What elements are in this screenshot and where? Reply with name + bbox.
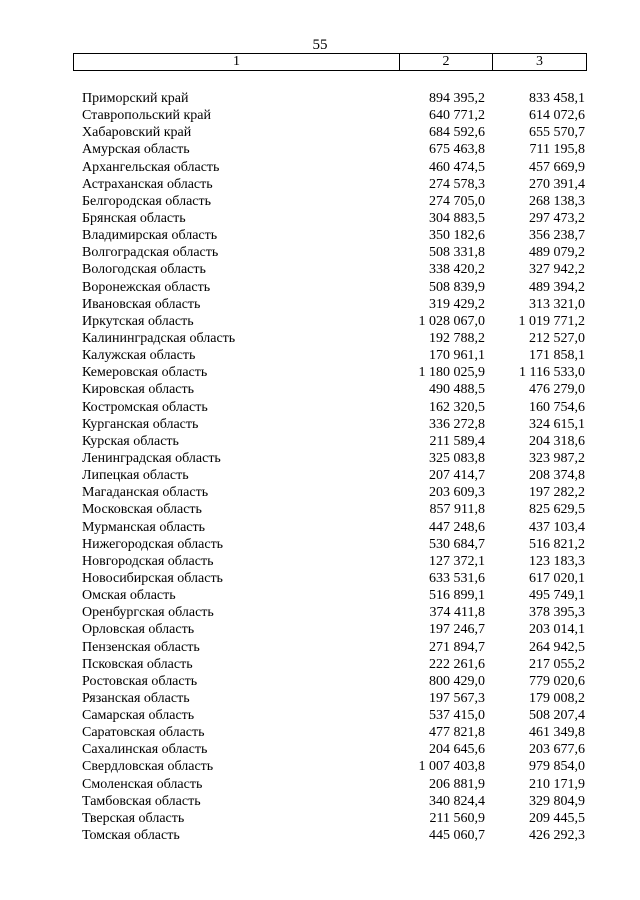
column-header-3: 3 (536, 54, 543, 69)
region-name: Омская область (82, 588, 176, 604)
value-column-2: 516 899,1 (429, 588, 485, 604)
region-name: Томская область (82, 828, 180, 844)
value-column-3: 655 570,7 (529, 125, 585, 141)
region-name: Волгоградская область (82, 245, 219, 261)
value-column-2: 508 839,9 (429, 279, 485, 295)
value-column-3: 323 987,2 (529, 450, 585, 466)
value-column-2: 274 705,0 (429, 193, 485, 209)
value-column-2: 207 414,7 (429, 468, 485, 484)
region-name: Кировская область (82, 382, 195, 398)
table-row (0, 176, 640, 193)
table-row (0, 724, 640, 741)
column-header-1: 1 (74, 54, 400, 70)
value-column-3: 1 116 533,0 (519, 365, 585, 381)
page-number: 55 (312, 37, 328, 53)
value-column-3: 461 349,8 (529, 725, 585, 741)
region-name: Астраханская область (82, 176, 213, 192)
value-column-2: 197 567,3 (429, 690, 485, 706)
value-column-3: 489 394,2 (529, 279, 585, 295)
value-column-2: 211 560,9 (429, 810, 485, 826)
value-column-2: 127 372,1 (429, 553, 485, 569)
value-column-3: 123 183,3 (529, 553, 585, 569)
table-body (0, 90, 640, 844)
table-row (0, 364, 640, 381)
value-column-2: 274 578,3 (429, 176, 485, 192)
value-column-3: 711 195,8 (529, 142, 585, 158)
value-column-3: 327 942,2 (529, 262, 585, 278)
value-column-2: 537 415,0 (429, 708, 485, 724)
value-column-2: 222 261,6 (429, 656, 485, 672)
value-column-2: 350 182,6 (429, 228, 485, 244)
value-column-3: 203 677,6 (529, 742, 585, 758)
region-name: Псковская область (82, 656, 193, 672)
table-row (0, 399, 640, 416)
value-column-2: 1 180 025,9 (418, 365, 485, 381)
region-name: Хабаровский край (82, 125, 192, 141)
region-name: Магаданская область (82, 485, 209, 501)
table-row (0, 639, 640, 656)
table-row (0, 210, 640, 227)
region-name: Ленинградская область (82, 450, 221, 466)
region-name: Вологодская область (82, 262, 206, 278)
value-column-3: 171 858,1 (529, 348, 585, 364)
value-column-2: 304 883,5 (429, 210, 485, 226)
region-name: Ставропольский край (82, 108, 211, 124)
value-column-3: 508 207,4 (529, 708, 585, 724)
value-column-3: 825 629,5 (529, 502, 585, 518)
value-column-2: 1 007 403,8 (418, 759, 485, 775)
table-row (0, 227, 640, 244)
value-column-3: 210 171,9 (529, 776, 585, 792)
value-column-2: 374 411,8 (429, 605, 485, 621)
value-column-3: 329 804,9 (529, 793, 585, 809)
table-row (0, 810, 640, 827)
value-column-3: 270 391,4 (529, 176, 585, 192)
table-row (0, 124, 640, 141)
value-column-3: 1 019 771,2 (518, 313, 585, 329)
table-row (0, 776, 640, 793)
region-name: Воронежская область (82, 279, 211, 295)
value-column-2: 204 645,6 (429, 742, 485, 758)
table-row (0, 793, 640, 810)
value-column-2: 197 246,7 (429, 622, 485, 638)
value-column-2: 319 429,2 (429, 296, 485, 312)
table-row (0, 261, 640, 278)
value-column-2: 684 592,6 (429, 125, 485, 141)
value-column-2: 271 894,7 (429, 639, 485, 655)
region-name: Курская область (82, 433, 179, 449)
table-row (0, 673, 640, 690)
region-name: Калужская область (82, 348, 196, 364)
value-column-2: 203 609,3 (429, 485, 485, 501)
region-name: Иркутская область (82, 313, 194, 329)
region-name: Сахалинская область (82, 742, 208, 758)
value-column-2: 445 060,7 (429, 828, 485, 844)
table-row (0, 90, 640, 107)
value-column-2: 640 771,2 (429, 108, 485, 124)
value-column-3: 437 103,4 (529, 519, 585, 535)
value-column-3: 356 238,7 (529, 228, 585, 244)
table-row (0, 690, 640, 707)
region-name: Свердловская область (82, 759, 214, 775)
value-column-2: 338 420,2 (429, 262, 485, 278)
table-row (0, 570, 640, 587)
table-row (0, 313, 640, 330)
value-column-3: 489 079,2 (529, 245, 585, 261)
region-name: Архангельская область (82, 159, 220, 175)
region-name: Нижегородская область (82, 536, 224, 552)
table-row (0, 519, 640, 536)
value-column-3: 779 020,6 (529, 673, 585, 689)
region-name: Рязанская область (82, 690, 190, 706)
value-column-2: 508 331,8 (429, 245, 485, 261)
value-column-3: 160 754,6 (529, 399, 585, 415)
value-column-3: 209 445,5 (529, 810, 585, 826)
value-column-3: 268 138,3 (529, 193, 585, 209)
value-column-3: 979 854,0 (529, 759, 585, 775)
table-row (0, 416, 640, 433)
value-column-2: 800 429,0 (429, 673, 485, 689)
table-row (0, 141, 640, 158)
value-column-3: 313 321,0 (529, 296, 585, 312)
table-row (0, 279, 640, 296)
table-row (0, 758, 640, 775)
value-column-2: 211 589,4 (429, 433, 485, 449)
value-column-3: 204 318,6 (529, 433, 585, 449)
table-row (0, 296, 640, 313)
value-column-3: 476 279,0 (529, 382, 585, 398)
region-name: Курганская область (82, 416, 199, 432)
value-column-3: 617 020,1 (529, 570, 585, 586)
table-row (0, 433, 640, 450)
region-name: Новгородская область (82, 553, 214, 569)
value-column-2: 162 320,5 (429, 399, 485, 415)
region-name: Пензенская область (82, 639, 200, 655)
value-column-2: 340 824,4 (429, 793, 485, 809)
value-column-3: 197 282,2 (529, 485, 585, 501)
table-row (0, 621, 640, 638)
region-name: Тамбовская область (82, 793, 201, 809)
table-row (0, 193, 640, 210)
value-column-2: 192 788,2 (429, 330, 485, 346)
region-name: Костромская область (82, 399, 208, 415)
value-column-3: 324 615,1 (529, 416, 585, 432)
table-row (0, 467, 640, 484)
table-row (0, 330, 640, 347)
table-header (73, 53, 587, 71)
table-row (0, 536, 640, 553)
table-row (0, 553, 640, 570)
region-name: Владимирская область (82, 228, 218, 244)
value-column-2: 336 272,8 (429, 416, 485, 432)
value-column-3: 426 292,3 (529, 828, 585, 844)
table-row (0, 707, 640, 724)
table-row (0, 501, 640, 518)
value-column-3: 378 395,3 (529, 605, 585, 621)
value-column-2: 1 028 067,0 (418, 313, 485, 329)
table-row (0, 484, 640, 501)
value-column-2: 447 248,6 (429, 519, 485, 535)
region-name: Калининградская область (82, 330, 236, 346)
value-column-3: 614 072,6 (529, 108, 585, 124)
table-row (0, 604, 640, 621)
value-column-3: 833 458,1 (529, 91, 585, 106)
region-name: Саратовская область (82, 725, 205, 741)
value-column-3: 516 821,2 (529, 536, 585, 552)
region-name: Липецкая область (82, 468, 189, 484)
region-name: Орловская область (82, 622, 195, 638)
region-name: Смоленская область (82, 776, 203, 792)
value-column-3: 457 669,9 (529, 159, 585, 175)
region-name: Тверская область (82, 810, 185, 826)
value-column-3: 179 008,2 (529, 690, 585, 706)
table-row (0, 656, 640, 673)
region-name: Брянская область (82, 210, 186, 226)
value-column-2: 206 881,9 (429, 776, 485, 792)
value-column-2: 325 083,8 (429, 450, 485, 466)
region-name: Оренбургская область (82, 605, 214, 621)
region-name: Ивановская область (82, 296, 201, 312)
table-row (0, 381, 640, 398)
region-name: Амурская область (82, 142, 190, 158)
table-row (0, 107, 640, 124)
table-row (0, 244, 640, 261)
table-row (0, 347, 640, 364)
region-name: Кемеровская область (82, 365, 208, 381)
table-row (0, 827, 640, 844)
value-column-2: 490 488,5 (429, 382, 485, 398)
table-row (0, 741, 640, 758)
value-column-3: 208 374,8 (529, 468, 585, 484)
region-name: Самарская область (82, 708, 195, 724)
value-column-3: 264 942,5 (529, 639, 585, 655)
value-column-2: 530 684,7 (429, 536, 485, 552)
value-column-3: 212 527,0 (529, 330, 585, 346)
value-column-3: 297 473,2 (529, 210, 585, 226)
table-row (0, 587, 640, 604)
table-row (0, 450, 640, 467)
region-name: Ростовская область (82, 673, 198, 689)
value-column-2: 170 961,1 (429, 348, 485, 364)
table-row (0, 159, 640, 176)
region-name: Белгородская область (82, 193, 212, 209)
value-column-2: 857 911,8 (429, 502, 485, 518)
region-name: Московская область (82, 502, 202, 518)
value-column-2: 477 821,8 (429, 725, 485, 741)
column-header-2: 2 (400, 54, 493, 70)
value-column-2: 460 474,5 (429, 159, 485, 175)
value-column-3: 495 749,1 (529, 588, 585, 604)
region-name: Приморский край (82, 91, 189, 106)
value-column-2: 675 463,8 (429, 142, 485, 158)
value-column-2: 633 531,6 (429, 570, 485, 586)
region-name: Новосибирская область (82, 570, 223, 586)
region-name: Мурманская область (82, 519, 206, 535)
value-column-3: 217 055,2 (529, 656, 585, 672)
value-column-3: 203 014,1 (529, 622, 585, 638)
value-column-2: 894 395,2 (429, 91, 485, 106)
